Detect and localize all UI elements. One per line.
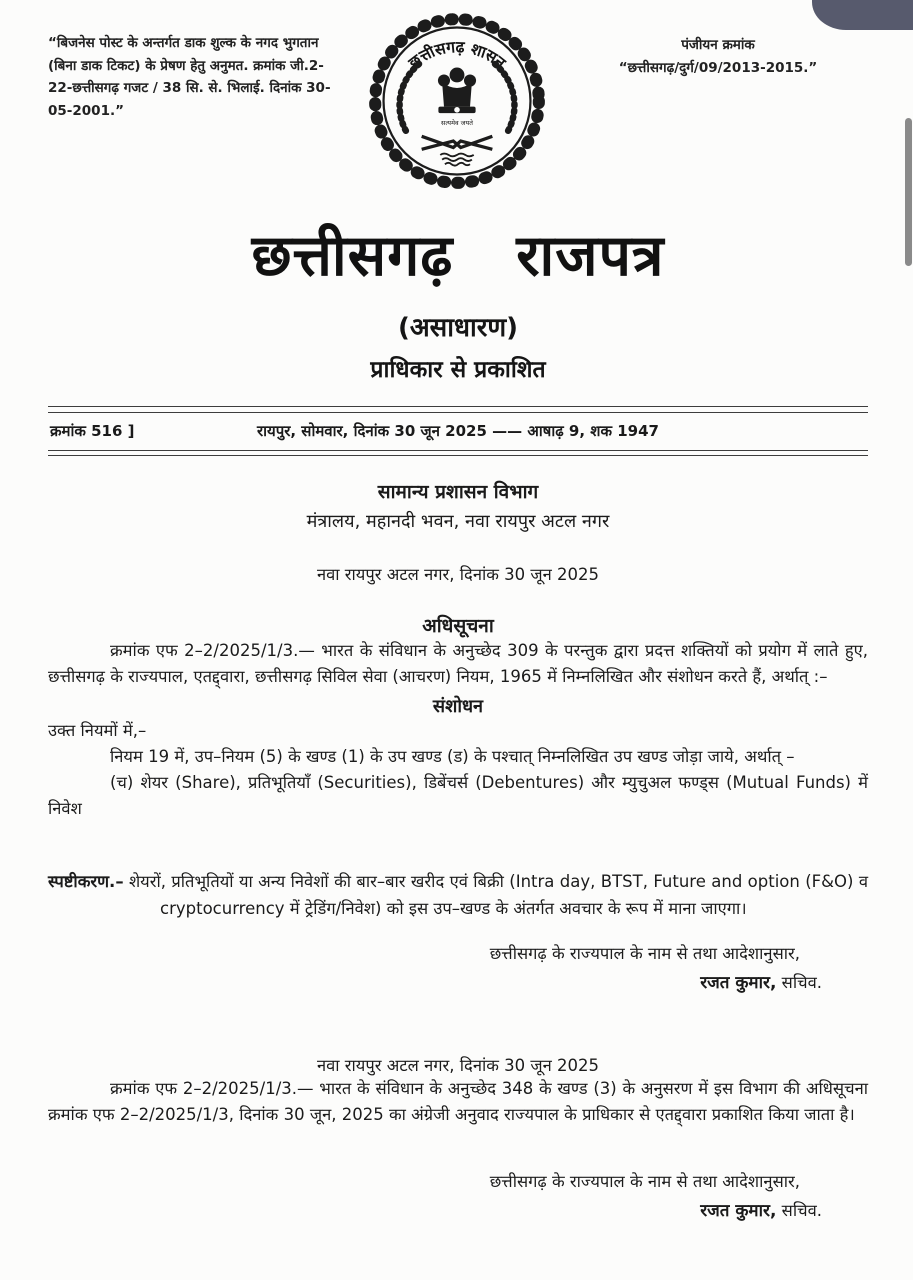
place-date-1: नवा रायपुर अटल नगर, दिनांक 30 जून 2025 xyxy=(316,565,600,584)
gazette-header xyxy=(48,0,868,198)
gazette-subtitle: (असाधारण) xyxy=(397,313,519,343)
by-order-line-1: छत्तीसगढ़ के राज्यपाल के नाम से तथा आदेशानुसार, xyxy=(489,943,800,963)
paragraph-english-translation: क्रमांक एफ 2–2/2025/1/3.— भारत के संविधान के अनुच्छेद 348 के खण्ड (3) के अनुसरण में इस विभाग की अधिसूचना क्रमांक एफ 2–2/2025/1/3, दिनांक 30 जून, 2025 का अंग्रेजी अनुवाद राज्यपाल के प्राधिकार से एतद्द्वारा प्रकाशित किया जाता है। xyxy=(48,1079,868,1125)
place-date-2: नवा रायपुर अटल नगर, दिनांक 30 जून 2025 xyxy=(316,1056,600,1076)
explanation-text: शेयरों, प्रतिभूतियों या अन्य निवेशों की बार–बार खरीद एवं बिक्री (Intra day, BTST, Future and option (F&O) व cryptocurrency में ट्रेडिंग/निवेश) को इस उप–खण्ड के अंतर्गत अवचार के रूप में माना जाएगा। xyxy=(123,872,868,919)
postal-permit-note: “बिजनेस पोस्ट के अन्तर्गत डाक शुल्क के नगद भुगतान (बिना डाक टिकट) के प्रेषण हेतु अनुमत. क्रमांक जी.2-22-छत्तीसगढ़ गजट / 38 सि. से. भिलाई. दिनांक 30-05-2001.” xyxy=(48,35,331,120)
wreath-right xyxy=(492,62,514,131)
wreath-left xyxy=(400,62,422,131)
registration-label: पंजीयन क्रमांक xyxy=(681,37,755,53)
state-emblem xyxy=(364,8,550,198)
ashoka-lion-capital xyxy=(438,68,476,114)
gazette-title: छत्तीसगढ़ राजपत्र xyxy=(251,223,665,289)
published-by-authority: प्राधिकार से प्रकाशित xyxy=(370,357,546,383)
rule-bottom-1 xyxy=(48,450,868,451)
paragraph-amendment-power: क्रमांक एफ 2–2/2025/1/3.— भारत के संविधान के अनुच्छेद 309 के परन्तुक द्वारा प्रदत्त शक्तियों को प्रयोग में लाते हुए, छत्तीसगढ़ के राज्यपाल, एतद्द्वारा, छत्तीसगढ़ सिविल सेवा (आचरण) नियम, 1965 में निम्नलिखित और संशोधन करते हैं, अर्थात् :– xyxy=(48,641,868,687)
issue-number: क्रमांक 516 ] xyxy=(50,422,135,440)
issue-date-line: रायपुर, सोमवार, दिनांक 30 जून 2025 —— आषाढ़ 9, शक 1947 xyxy=(257,422,659,440)
notification-heading: अधिसूचना xyxy=(422,615,494,637)
amendment-heading: संशोधन xyxy=(432,696,484,718)
state-emblem-graphic xyxy=(364,8,550,194)
paragraph-clause-cha: (च) शेयर (Share), प्रतिभूतियाँ (Securities), डिबेंचर्स (Debentures) और म्युचुअल फण्ड्स (Mutual Funds) में निवेश xyxy=(48,773,868,819)
issue-band-row xyxy=(48,413,868,450)
emblem-motto: सत्यमेव जयते xyxy=(441,119,473,128)
signature-block-2 xyxy=(48,1169,868,1226)
dark-corner-overlay xyxy=(812,0,913,30)
scrollbar-thumb[interactable] xyxy=(905,118,912,266)
in-said-rules-line: उक्त नियमों में,– xyxy=(48,721,147,741)
paragraph-rule-19: नियम 19 में, उप–नियम (5) के खण्ड (1) के उप खण्ड (ड) के पश्चात् निम्नलिखित उप खण्ड जोड़ा जाये, अर्थात् – xyxy=(110,747,795,767)
document-content xyxy=(48,0,868,1225)
explanation-paragraph xyxy=(48,869,868,922)
registration-number: “छत्तीसगढ़/दुर्ग/09/2013-2015.” xyxy=(618,59,818,76)
explanation-label: स्पष्टीकरण.– xyxy=(48,872,124,892)
department-name: सामान्य प्रशासन विभाग xyxy=(377,481,539,503)
emblem-waves xyxy=(440,154,473,166)
rule-bottom-2 xyxy=(48,455,868,456)
emblem-top-text: छत्तीसगढ़ शासन xyxy=(404,37,510,73)
signature-block-1 xyxy=(48,941,868,998)
department-address: मंत्रालय, महानदी भवन, नवा रायपुर अटल नगर xyxy=(306,511,610,532)
secretary-name-2: रजत कुमार, सचिव. xyxy=(700,1200,822,1221)
by-order-line-2: छत्तीसगढ़ के राज्यपाल के नाम से तथा आदेशानुसार, xyxy=(489,1171,800,1191)
secretary-name-1: रजत कुमार, सचिव. xyxy=(700,973,822,994)
rule-top-1 xyxy=(48,406,868,407)
issue-band xyxy=(48,406,868,456)
